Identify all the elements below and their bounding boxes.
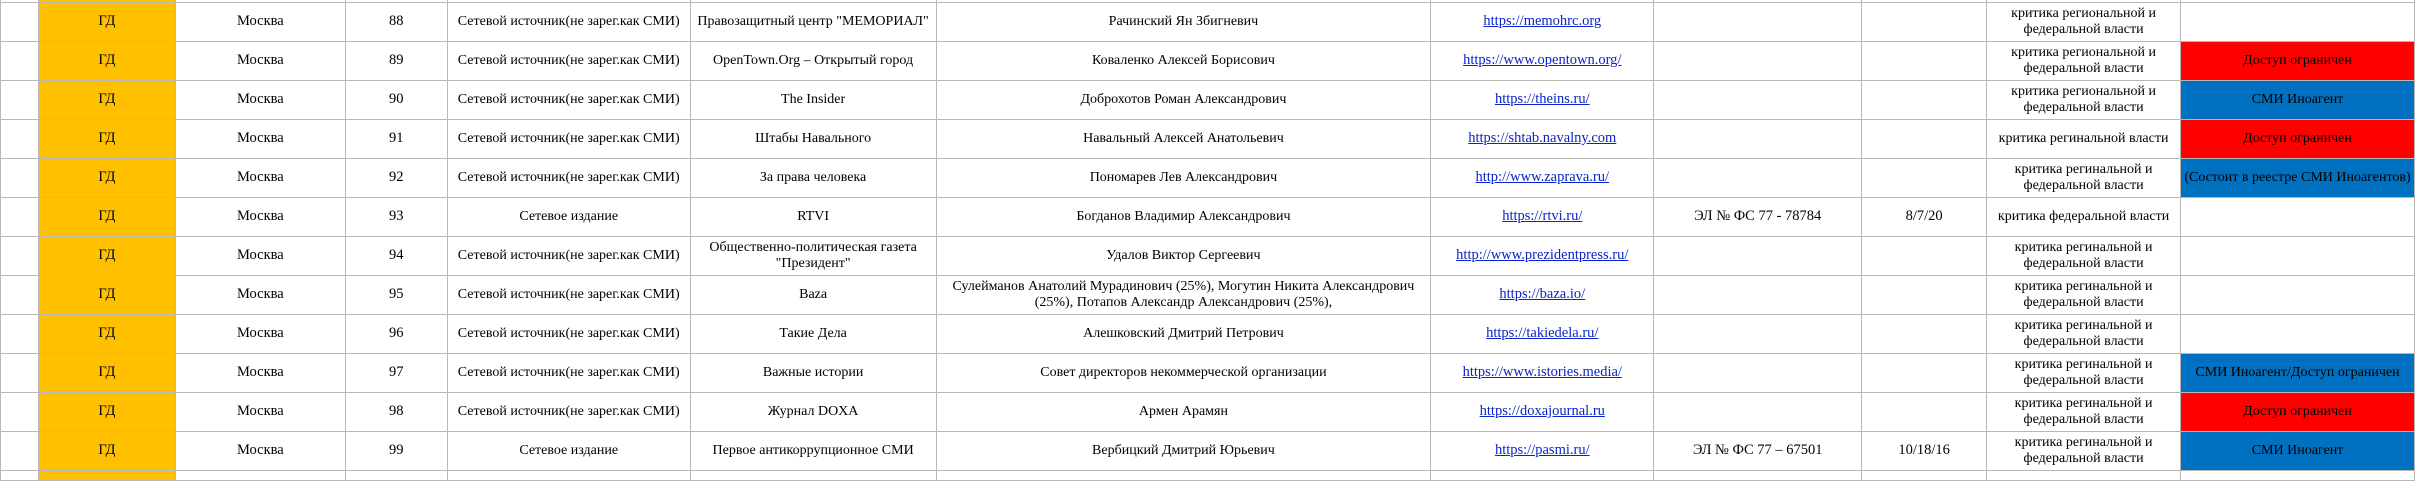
url-link[interactable]: https://doxajournal.ru (1479, 403, 1605, 419)
topic-cell: критика регинальной и федеральной власти (1987, 236, 2181, 275)
registration-cell (1654, 119, 1862, 158)
status-cell (2181, 275, 2415, 314)
city-cell: Москва (175, 353, 345, 392)
owner-cell: Коваленко Алексей Борисович (936, 41, 1431, 80)
city-cell: Москва (175, 119, 345, 158)
number-cell: 94 (345, 236, 447, 275)
topic-cell: критика федеральной власти (1987, 197, 2181, 236)
topic-cell: критика регинальной власти (1987, 119, 2181, 158)
url-cell[interactable] (1431, 2, 1654, 41)
number-cell: 90 (345, 80, 447, 119)
status-cell (2181, 314, 2415, 353)
topic-cell: критика региональной и федеральной власти (1987, 80, 2181, 119)
media-name-cell: Первое антикоррупционное СМИ (690, 431, 936, 470)
row-margin-cell (1, 470, 39, 480)
region-cell: ГД (38, 431, 175, 470)
number-cell: 88 (345, 2, 447, 41)
url-cell[interactable] (1431, 392, 1654, 431)
source-type-cell: Сетевой источник(не зарег.как СМИ) (447, 314, 690, 353)
date-cell (1862, 275, 1987, 314)
registration-cell (1654, 158, 1862, 197)
date-cell (1862, 80, 1987, 119)
region-cell: ГД (38, 2, 175, 41)
owner-cell: Удалов Виктор Сергеевич (936, 236, 1431, 275)
row-margin-cell (1, 41, 39, 80)
table-row (1, 431, 2415, 470)
row-margin-cell (1, 314, 39, 353)
registration-cell (1654, 236, 1862, 275)
city-cell: Москва (175, 314, 345, 353)
date-cell (1862, 119, 1987, 158)
table-row (1, 2, 2415, 41)
date-cell: 10/18/16 (1862, 431, 1987, 470)
owner-cell: Армен Арамян (936, 392, 1431, 431)
owner-cell (936, 470, 1431, 480)
city-cell: Москва (175, 2, 345, 41)
table-row (1, 80, 2415, 119)
topic-cell: критика регинальной и федеральной власти (1987, 431, 2181, 470)
table-row (1, 197, 2415, 236)
url-link[interactable]: http://www.prezidentpress.ru/ (1456, 247, 1629, 263)
url-cell[interactable] (1431, 197, 1654, 236)
topic-cell: критика региональной и федеральной власти (1987, 41, 2181, 80)
source-type-cell: Сетевой источник(не зарег.как СМИ) (447, 353, 690, 392)
url-link[interactable]: http://www.zaprava.ru/ (1475, 169, 1610, 185)
registration-cell: ЭЛ № ФС 77 – 67501 (1654, 431, 1862, 470)
row-margin-cell (1, 197, 39, 236)
url-link[interactable]: https://www.istories.media/ (1462, 364, 1622, 380)
media-name-cell: The Insider (690, 80, 936, 119)
number-cell: 96 (345, 314, 447, 353)
status-cell: (Состоит в реестре СМИ Иноагентов) (2181, 158, 2415, 197)
url-cell[interactable] (1431, 431, 1654, 470)
source-type-cell: Сетевой источник(не зарег.как СМИ) (447, 158, 690, 197)
owner-cell: Сулейманов Анатолий Мурадинович (25%), Могутин Никита Александрович (25%), Потапов Александр Александрович (25%), (936, 275, 1431, 314)
table-row (1, 119, 2415, 158)
source-type-cell: Сетевой источник(не зарег.как СМИ) (447, 80, 690, 119)
date-cell (1862, 470, 1987, 480)
topic-cell: критика регинальной и федеральной власти (1987, 392, 2181, 431)
topic-cell: критика регинальной и федеральной власти (1987, 314, 2181, 353)
source-type-cell: Сетевой источник(не зарег.как СМИ) (447, 41, 690, 80)
registration-cell (1654, 80, 1862, 119)
url-link[interactable]: https://takiedela.ru/ (1486, 325, 1599, 341)
url-link[interactable]: https://memohrc.org (1483, 13, 1602, 29)
table-row (1, 314, 2415, 353)
topic-cell: критика регинальной и федеральной власти (1987, 353, 2181, 392)
region-cell: ГД (38, 119, 175, 158)
row-margin-cell (1, 431, 39, 470)
registration-cell (1654, 314, 1862, 353)
status-cell: СМИ Иноагент/Доступ ограничен (2181, 353, 2415, 392)
number-cell: 97 (345, 353, 447, 392)
owner-cell: Совет директоров некоммерческой организации (936, 353, 1431, 392)
row-margin-cell (1, 158, 39, 197)
row-margin-cell (1, 275, 39, 314)
media-name-cell: OpenTown.Org – Открытый город (690, 41, 936, 80)
region-cell: ГД (38, 392, 175, 431)
topic-cell: критика регинальной и федеральной власти (1987, 275, 2181, 314)
url-cell[interactable] (1431, 275, 1654, 314)
registration-cell (1654, 41, 1862, 80)
city-cell: Москва (175, 80, 345, 119)
number-cell: 91 (345, 119, 447, 158)
row-margin-cell (1, 119, 39, 158)
city-cell: Москва (175, 236, 345, 275)
owner-cell: Пономарев Лев Александрович (936, 158, 1431, 197)
date-cell (1862, 158, 1987, 197)
status-cell: Доступ ограничен (2181, 392, 2415, 431)
number-cell (345, 470, 447, 480)
date-cell (1862, 314, 1987, 353)
status-cell: Доступ ограничен (2181, 41, 2415, 80)
media-name-cell: За права человека (690, 158, 936, 197)
media-name-cell: Журнал DOXA (690, 392, 936, 431)
status-cell: СМИ Иноагент (2181, 431, 2415, 470)
url-link[interactable]: https://shtab.navalny.com (1468, 130, 1617, 146)
topic-cell: критика регинальной и федеральной власти (1987, 158, 2181, 197)
url-cell[interactable] (1431, 41, 1654, 80)
city-cell: Москва (175, 392, 345, 431)
owner-cell: Вербицкий Дмитрий Юрьевич (936, 431, 1431, 470)
media-name-cell: Baza (690, 275, 936, 314)
date-cell (1862, 236, 1987, 275)
region-cell: ГД (38, 236, 175, 275)
table-row (1, 392, 2415, 431)
media-name-cell: RTVI (690, 197, 936, 236)
region-cell (38, 470, 175, 480)
registration-cell (1654, 353, 1862, 392)
city-cell: Москва (175, 41, 345, 80)
table-row (1, 275, 2415, 314)
registration-cell (1654, 275, 1862, 314)
number-cell: 92 (345, 158, 447, 197)
row-margin-cell (1, 353, 39, 392)
registration-cell (1654, 470, 1862, 480)
date-cell (1862, 353, 1987, 392)
media-name-cell: Правозащитный центр "МЕМОРИАЛ" (690, 2, 936, 41)
status-cell (2181, 2, 2415, 41)
url-cell[interactable] (1431, 236, 1654, 275)
url-cell[interactable] (1431, 119, 1654, 158)
url-cell[interactable] (1431, 353, 1654, 392)
source-type-cell: Сетевое издание (447, 197, 690, 236)
media-name-cell (690, 470, 936, 480)
url-cell (1431, 470, 1654, 480)
date-cell (1862, 2, 1987, 41)
number-cell: 99 (345, 431, 447, 470)
owner-cell: Алешковский Дмитрий Петрович (936, 314, 1431, 353)
media-name-cell: Важные истории (690, 353, 936, 392)
status-cell (2181, 197, 2415, 236)
url-link[interactable]: https://theins.ru/ (1494, 91, 1590, 107)
source-type-cell: Сетевой источник(не зарег.как СМИ) (447, 2, 690, 41)
topic-cell: критика региональной и федеральной власти (1987, 2, 2181, 41)
source-type-cell: Сетевой источник(не зарег.как СМИ) (447, 119, 690, 158)
table-row (1, 236, 2415, 275)
source-type-cell: Сетевой источник(не зарег.как СМИ) (447, 275, 690, 314)
status-cell (2181, 236, 2415, 275)
media-name-cell: Общественно-политическая газета "Президент" (690, 236, 936, 275)
number-cell: 93 (345, 197, 447, 236)
url-link[interactable]: https://pasmi.ru/ (1494, 442, 1590, 458)
source-type-cell (447, 470, 690, 480)
region-cell: ГД (38, 41, 175, 80)
row-margin-cell (1, 236, 39, 275)
table-row (1, 41, 2415, 80)
city-cell: Москва (175, 197, 345, 236)
row-margin-cell (1, 392, 39, 431)
url-link[interactable]: https://baza.io/ (1499, 286, 1586, 302)
region-cell: ГД (38, 197, 175, 236)
region-cell: ГД (38, 353, 175, 392)
registration-cell (1654, 2, 1862, 41)
table-row (1, 158, 2415, 197)
owner-cell: Доброхотов Роман Александрович (936, 80, 1431, 119)
region-cell: ГД (38, 80, 175, 119)
number-cell: 98 (345, 392, 447, 431)
date-cell: 8/7/20 (1862, 197, 1987, 236)
table-body (1, 0, 2415, 480)
region-cell: ГД (38, 158, 175, 197)
date-cell (1862, 41, 1987, 80)
status-cell: СМИ Иноагент (2181, 80, 2415, 119)
registration-cell (1654, 392, 1862, 431)
row-margin-cell (1, 2, 39, 41)
source-type-cell: Сетевое издание (447, 431, 690, 470)
city-cell: Москва (175, 158, 345, 197)
owner-cell: Рачинский Ян Збигневич (936, 2, 1431, 41)
owner-cell: Навальный Алексей Анатольевич (936, 119, 1431, 158)
status-cell: Доступ ограничен (2181, 119, 2415, 158)
topic-cell (1987, 470, 2181, 480)
city-cell: Москва (175, 431, 345, 470)
table-row-partial (1, 470, 2415, 480)
url-cell[interactable] (1431, 158, 1654, 197)
url-link[interactable]: https://rtvi.ru/ (1502, 208, 1583, 224)
url-cell[interactable] (1431, 80, 1654, 119)
number-cell: 95 (345, 275, 447, 314)
media-name-cell: Штабы Навального (690, 119, 936, 158)
date-cell (1862, 392, 1987, 431)
media-name-cell: Такие Дела (690, 314, 936, 353)
url-link[interactable]: https://www.opentown.org/ (1463, 52, 1622, 68)
owner-cell: Богданов Владимир Александрович (936, 197, 1431, 236)
region-cell: ГД (38, 314, 175, 353)
row-margin-cell (1, 80, 39, 119)
registration-cell: ЭЛ № ФС 77 - 78784 (1654, 197, 1862, 236)
status-cell (2181, 470, 2415, 480)
city-cell (175, 470, 345, 480)
region-cell: ГД (38, 275, 175, 314)
url-cell[interactable] (1431, 314, 1654, 353)
source-type-cell: Сетевой источник(не зарег.как СМИ) (447, 392, 690, 431)
source-type-cell: Сетевой источник(не зарег.как СМИ) (447, 236, 690, 275)
number-cell: 89 (345, 41, 447, 80)
table-row (1, 353, 2415, 392)
city-cell: Москва (175, 275, 345, 314)
